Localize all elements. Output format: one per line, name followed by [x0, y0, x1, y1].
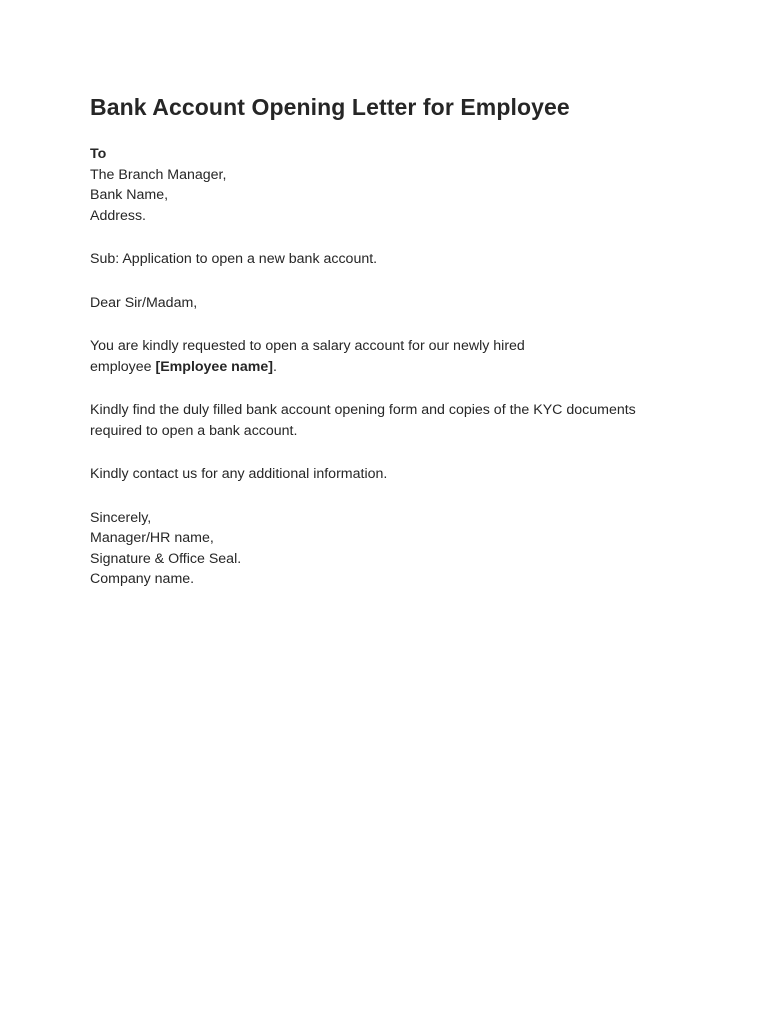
recipient-line: The Branch Manager,	[90, 166, 227, 183]
paragraph-line	[90, 357, 690, 378]
paragraph-line: Kindly find the duly filled bank account opening form and copies of the KYC documents	[90, 402, 636, 418]
salutation: Dear Sir/Madam,	[90, 294, 198, 311]
closing-line: Signature & Office Seal.	[90, 550, 242, 567]
letter-content	[90, 92, 690, 590]
closing-line: Manager/HR name,	[90, 530, 214, 546]
subject-line: Sub: Application to open a new bank account.	[90, 251, 378, 267]
paragraph-documents	[90, 400, 690, 441]
closing-line: Company name.	[90, 571, 195, 587]
closing-line: Sincerely,	[90, 509, 152, 526]
employee-name-placeholder: [Employee name]	[155, 358, 273, 375]
recipient-line: Bank Name,	[90, 187, 169, 203]
recipient-line: Address.	[90, 207, 146, 224]
closing-block	[90, 508, 690, 590]
paragraph-text: employee	[90, 358, 156, 375]
recipient-block	[90, 144, 690, 226]
paragraph-contact: Kindly contact us for any additional information.	[90, 466, 388, 482]
paragraph-line: You are kindly requested to open a salary account for our newly hired	[90, 338, 525, 354]
paragraph-text: .	[272, 358, 277, 375]
paragraph-request	[90, 336, 690, 377]
document-title: Bank Account Opening Letter for Employee	[90, 94, 570, 120]
to-label: To	[90, 146, 107, 162]
paragraph-line: required to open a bank account.	[90, 422, 298, 439]
